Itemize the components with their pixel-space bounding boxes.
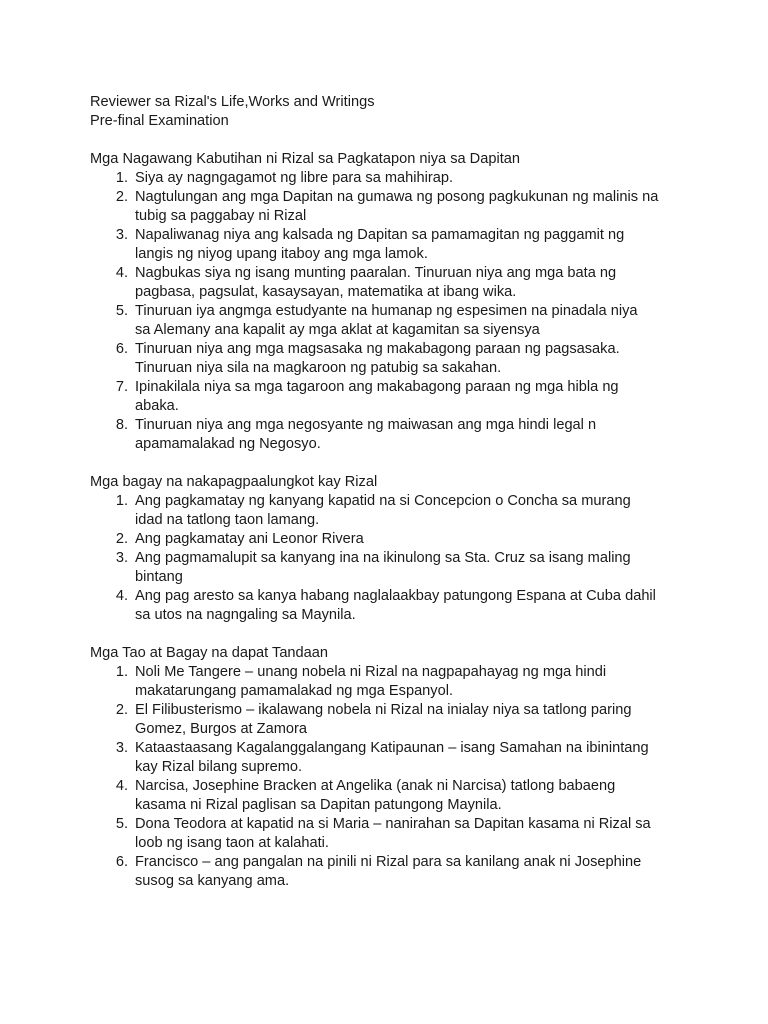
list-item-number: 8. bbox=[115, 417, 128, 433]
list-item-number: 5. bbox=[115, 303, 128, 319]
list-item-text-line: bintang bbox=[135, 569, 183, 585]
list-item-number: 4. bbox=[115, 265, 128, 281]
list-item bbox=[90, 378, 688, 416]
list-item-text-line: makatarungang pamamalakad ng mga Espanyol. bbox=[135, 683, 454, 699]
list-item-number: 2. bbox=[115, 189, 128, 205]
list-item-text-line: Tinuruan niya sila na magkaroon ng patubig sa sakahan. bbox=[135, 360, 502, 376]
list-item bbox=[90, 663, 688, 701]
list-item bbox=[90, 853, 688, 891]
list-item-text-line: El Filibusterismo – ikalawang nobela ni Rizal na inialay niya sa tatlong paring bbox=[135, 702, 632, 718]
list-item-text-line: Narcisa, Josephine Bracken at Angelika (anak ni Narcisa) tatlong babaeng bbox=[135, 778, 616, 794]
list-item-number: 1. bbox=[115, 170, 128, 186]
list-item-text-line: Nagtulungan ang mga Dapitan na gumawa ng posong pagkukunan ng malinis na bbox=[135, 189, 659, 205]
list-item-text-line: Noli Me Tangere – unang nobela ni Rizal na nagpapahayag ng mga hindi bbox=[135, 664, 607, 680]
document-subtitle: Pre-final Examination bbox=[90, 113, 229, 129]
list-item-text-line: sa utos na nagngaling sa Maynila. bbox=[135, 607, 356, 623]
list-item-number: 3. bbox=[115, 740, 128, 756]
numbered-list bbox=[90, 663, 688, 891]
list-item-text-line: kay Rizal bilang supremo. bbox=[135, 759, 303, 775]
list-item-text-line: abaka. bbox=[135, 398, 179, 414]
list-item-text-line: susog sa kanyang ama. bbox=[135, 873, 290, 889]
list-item-number: 6. bbox=[115, 341, 128, 357]
section bbox=[90, 473, 688, 625]
section-heading: Mga Tao at Bagay na dapat Tandaan bbox=[90, 645, 329, 661]
list-item-text-line: Siya ay nagngagamot ng libre para sa mahihirap. bbox=[135, 170, 454, 186]
list-item-text-line: tubig sa paggabay ni Rizal bbox=[135, 208, 307, 224]
list-item bbox=[90, 226, 688, 264]
list-item-text-line: Tinuruan niya ang mga negosyante ng maiwasan ang mga hindi legal n bbox=[135, 417, 597, 433]
list-item-text-line: apamamalakad ng Negosyo. bbox=[135, 436, 321, 452]
list-item-text-line: Ang pagkamatay ng kanyang kapatid na si Concepcion o Concha sa murang bbox=[135, 493, 631, 509]
list-item-number: 4. bbox=[115, 588, 128, 604]
list-item-number: 5. bbox=[115, 816, 128, 832]
list-item-number: 3. bbox=[115, 227, 128, 243]
list-item-text-line: Ang pagmamalupit sa kanyang ina na ikinulong sa Sta. Cruz sa isang maling bbox=[135, 550, 631, 566]
list-item-text-line: kasama ni Rizal paglisan sa Dapitan patungong Maynila. bbox=[135, 797, 502, 813]
list-item bbox=[90, 416, 688, 454]
list-item bbox=[90, 530, 688, 549]
document-title: Reviewer sa Rizal's Life,Works and Writings bbox=[90, 94, 375, 110]
document-body bbox=[90, 150, 688, 891]
list-item bbox=[90, 739, 688, 777]
list-item-number: 2. bbox=[115, 531, 128, 547]
section-heading: Mga bagay na nakapagpaalungkot kay Rizal bbox=[90, 474, 378, 490]
list-item bbox=[90, 340, 688, 378]
list-item-text-line: Tinuruan iya angmga estudyante na humanap ng espesimen na pinadala niya bbox=[135, 303, 638, 319]
list-item-text-line: Napaliwanag niya ang kalsada ng Dapitan sa pamamagitan ng paggamit ng bbox=[135, 227, 625, 243]
section-heading: Mga Nagawang Kabutihan ni Rizal sa Pagkatapon niya sa Dapitan bbox=[90, 151, 520, 167]
list-item-number: 7. bbox=[115, 379, 128, 395]
list-item bbox=[90, 188, 688, 226]
list-item bbox=[90, 492, 688, 530]
list-item bbox=[90, 302, 688, 340]
section bbox=[90, 150, 688, 454]
list-item bbox=[90, 169, 688, 188]
list-item-number: 1. bbox=[115, 493, 128, 509]
list-item bbox=[90, 815, 688, 853]
document-header bbox=[90, 93, 688, 131]
numbered-list bbox=[90, 169, 688, 454]
list-item bbox=[90, 701, 688, 739]
list-item-text-line: Gomez, Burgos at Zamora bbox=[135, 721, 307, 737]
list-item-text-line: langis ng niyog upang itaboy ang mga lamok. bbox=[135, 246, 428, 262]
list-item-number: 1. bbox=[115, 664, 128, 680]
section bbox=[90, 644, 688, 891]
list-item bbox=[90, 587, 688, 625]
list-item-text-line: Ang pag aresto sa kanya habang naglalaakbay patungong Espana at Cuba dahil bbox=[135, 588, 656, 604]
list-item-number: 2. bbox=[115, 702, 128, 718]
list-item bbox=[90, 777, 688, 815]
list-item bbox=[90, 549, 688, 587]
list-item-text-line: Nagbukas siya ng isang munting paaralan. Tinuruan niya ang mga bata ng bbox=[135, 265, 617, 281]
list-item-text-line: Ipinakilala niya sa mga tagaroon ang makabagong paraan ng mga hibla ng bbox=[135, 379, 619, 395]
list-item-text-line: Francisco – ang pangalan na pinili ni Rizal para sa kanilang anak ni Josephine bbox=[135, 854, 642, 870]
list-item-number: 4. bbox=[115, 778, 128, 794]
list-item-text-line: sa Alemany ana kapalit ay mga aklat at kagamitan sa siyensya bbox=[135, 322, 540, 338]
list-item-text-line: idad na tatlong taon lamang. bbox=[135, 512, 320, 528]
list-item-text-line: Tinuruan niya ang mga magsasaka ng makabagong paraan ng pagsasaka. bbox=[135, 341, 620, 357]
list-item-number: 6. bbox=[115, 854, 128, 870]
list-item bbox=[90, 264, 688, 302]
list-item-text-line: loob ng isang taon at kalahati. bbox=[135, 835, 329, 851]
list-item-text-line: Kataastaasang Kagalanggalangang Katipaunan – isang Samahan na ibinintang bbox=[135, 740, 649, 756]
numbered-list bbox=[90, 492, 688, 625]
list-item-text-line: Dona Teodora at kapatid na si Maria – nanirahan sa Dapitan kasama ni Rizal sa bbox=[135, 816, 651, 832]
list-item-text-line: pagbasa, pagsulat, kasaysayan, matematika at ibang wika. bbox=[135, 284, 517, 300]
list-item-text-line: Ang pagkamatay ani Leonor Rivera bbox=[135, 531, 364, 547]
list-item-number: 3. bbox=[115, 550, 128, 566]
